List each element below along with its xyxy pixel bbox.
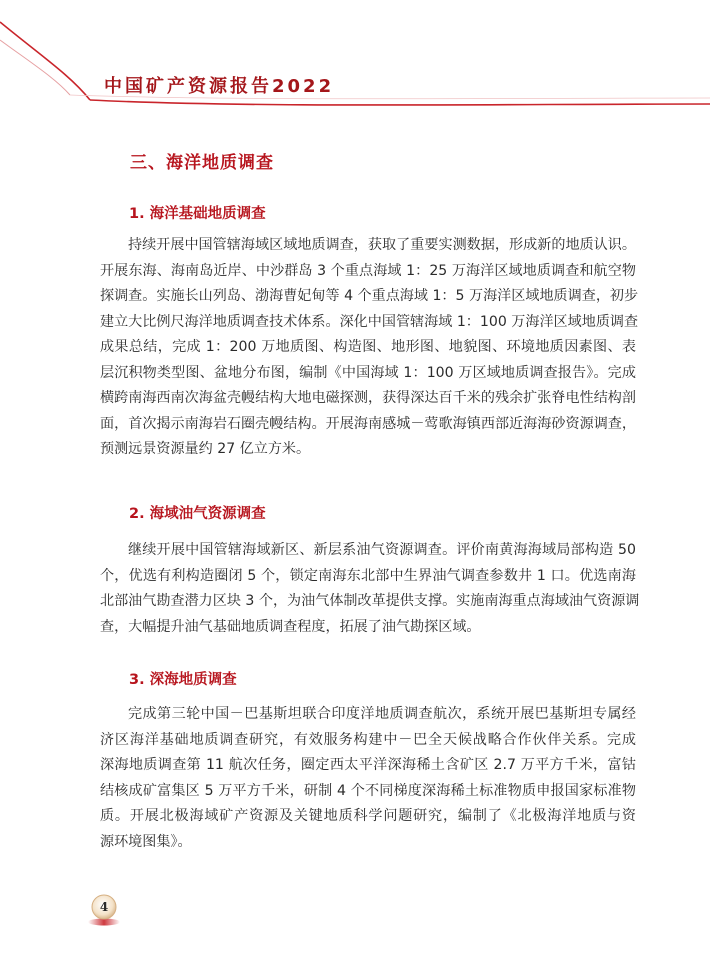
page-number: 4 <box>99 900 109 914</box>
subsection-heading-3: 3. 深海地质调查 <box>129 672 237 688</box>
text-line: 探调查。实施长山列岛、渤海曹妃甸等 4 个重点海域 1：5 万海洋区域地质调查，初步 <box>100 288 639 304</box>
text-line: 源环境图集》。 <box>100 833 192 850</box>
text-line: 开展东海、海南岛近岸、中沙群岛 3 个重点海域 1：25 万海洋区域地质调查和航空物 <box>100 262 636 279</box>
text-line: 面，首次揭示南海岩石圈壳幔结构。开展海南感城－莺歌海镇西部近海海砂资源调查， <box>100 415 636 432</box>
text-line: 继续开展中国管辖海域新区、新层系油气资源调查。评价南黄海海域局部构造 50 <box>128 542 636 558</box>
text-line: 成果总结，完成 1：200 万地质图、构造图、地形图、地貌图、环境地质因素图、表 <box>100 339 636 355</box>
paragraph-3 <box>100 702 636 855</box>
text-line: 层沉积物类型图、盆地分布图，编制《中国海域 1：100 万区域地质调查报告》。完成 <box>100 364 636 381</box>
text-line: 北部油气勘查潜力区块 3 个，为油气体制改革提供支撑。实施南海重点海域油气资源调 <box>100 593 640 609</box>
text-line: 预测远景资源量约 27 亿立方米。 <box>100 441 311 457</box>
text-line: 深海地质调查第 11 航次任务，圈定西太平洋深海稀土含矿区 2.7 万平方千米，富钴 <box>100 757 636 773</box>
text-line: 建立大比例尺海洋地质调查技术体系。深化中国管辖海域 1：100 万海洋区域地质调查 <box>100 313 639 330</box>
page-number-badge <box>86 892 122 928</box>
running-header-title: 中国矿产资源报告2022 <box>104 76 335 97</box>
text-line: 质。开展北极海域矿产资源及关键地质科学问题研究，编制了《北极海洋地质与资 <box>100 808 636 824</box>
text-line: 查，大幅提升油气基础地质调查程度，拓展了油气勘探区域。 <box>100 618 481 635</box>
paragraph-2 <box>100 538 640 640</box>
section-title: 三、海洋地质调查 <box>130 153 274 173</box>
text-line: 完成第三轮中国－巴基斯坦联合印度洋地质调查航次，系统开展巴基斯坦专属经 <box>128 706 636 722</box>
header-decoration <box>0 0 710 120</box>
text-line: 持续开展中国管辖海域区域地质调查，获取了重要实测数据，形成新的地质认识。 <box>128 237 636 253</box>
text-line: 个，优选有利构造圈闭 5 个，锁定南海东北部中生界油气调查参数井 1 口。优选南海 <box>100 567 636 584</box>
text-line: 结核成矿富集区 5 万平方千米，研制 4 个不同梯度深海稀土标准物质申报国家标准物 <box>100 782 636 799</box>
text-line: 横跨南海西南次海盆壳幔结构大地电磁探测，获得深达百千米的残余扩张脊电性结构剖 <box>100 390 636 406</box>
subsection-heading-1: 1. 海洋基础地质调查 <box>129 206 266 222</box>
text-line: 济区海洋基础地质调查研究，有效服务构建中－巴全天候战略合作伙伴关系。完成 <box>100 731 636 748</box>
paragraph-1 <box>100 233 639 463</box>
subsection-heading-2: 2. 海域油气资源调查 <box>129 506 266 522</box>
